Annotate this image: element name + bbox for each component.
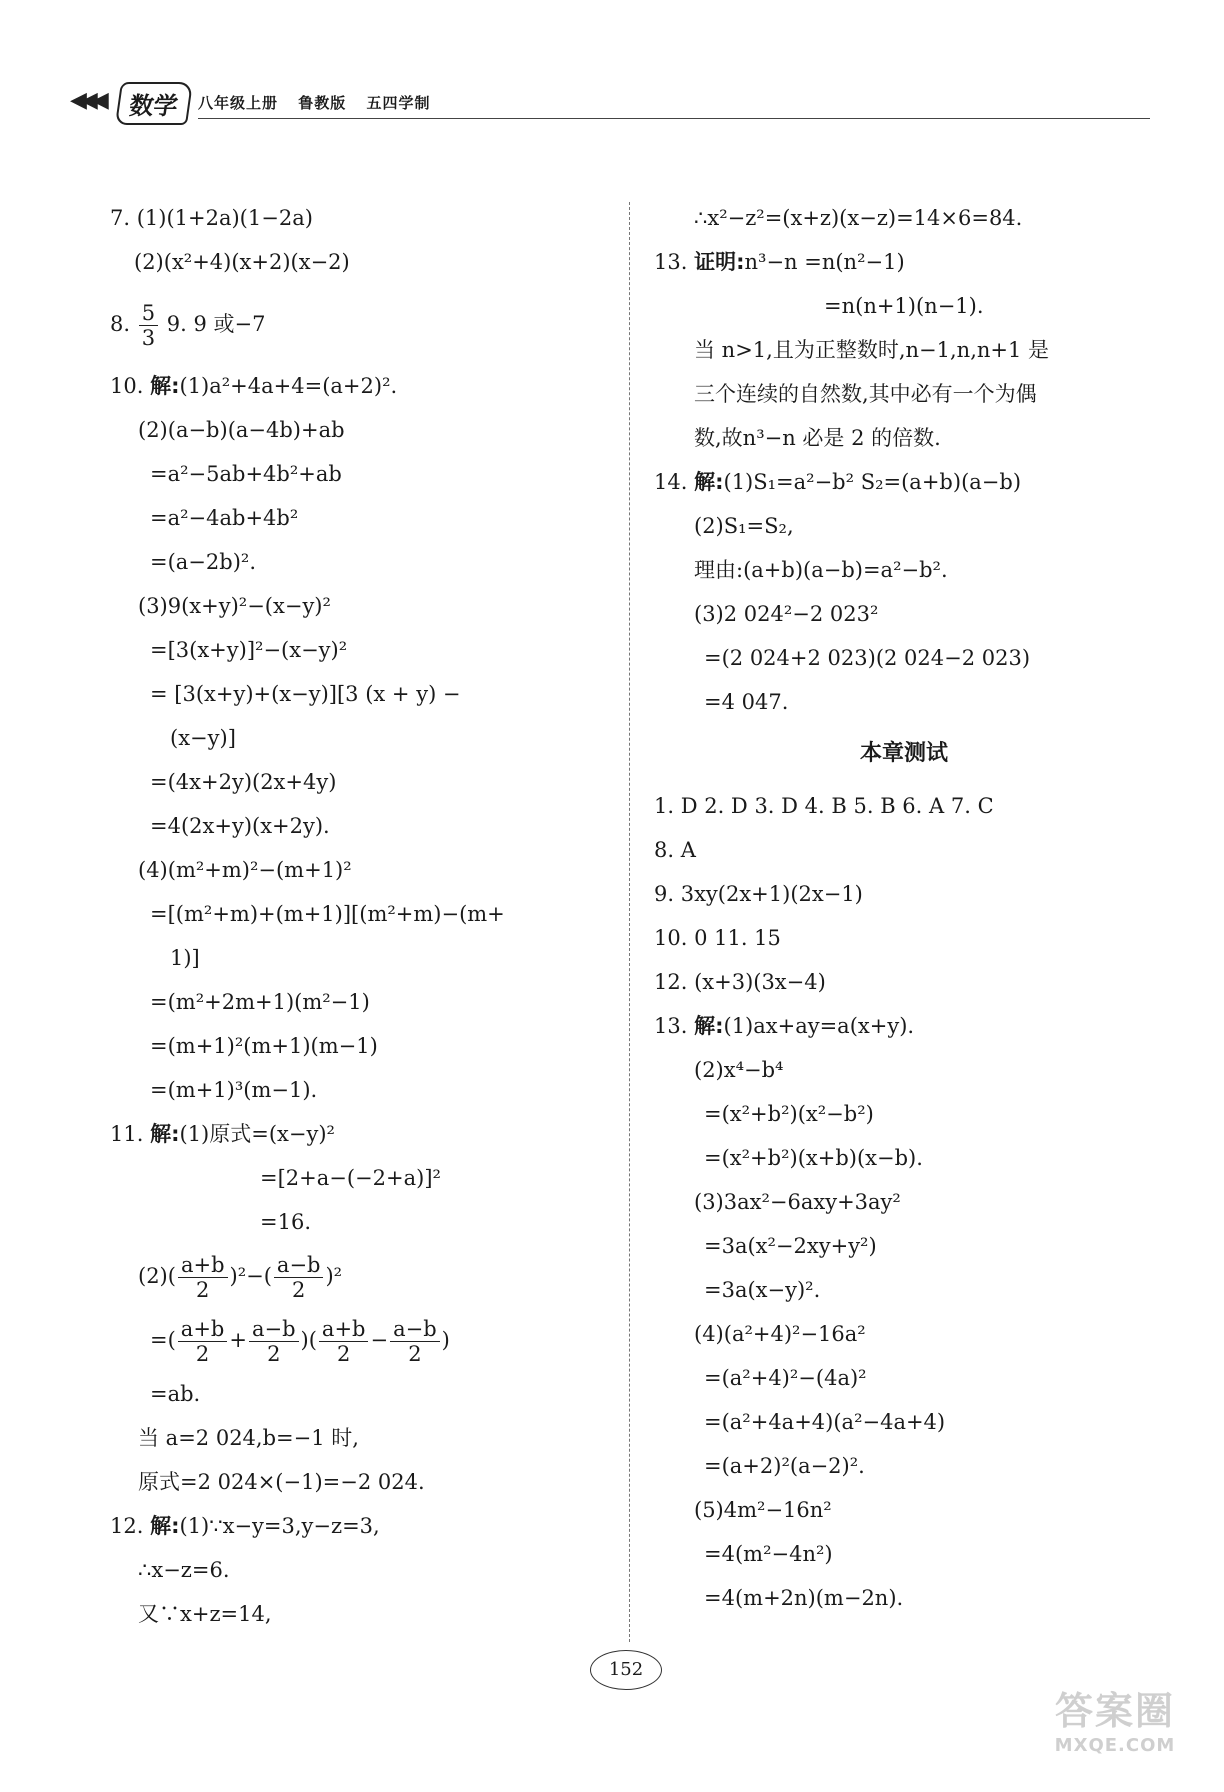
- answer-line: 8. $\frac{5}{3}$ 9. 9 或−7: [110, 300, 266, 350]
- answer-line: =4(m²−4n²): [704, 1542, 833, 1566]
- system-label: 五四学制: [366, 94, 431, 112]
- answer-line: (4)(a²+4)²−16a²: [694, 1322, 866, 1346]
- answer-line: 7. (1)(1+2a)(1−2a): [110, 206, 313, 230]
- answer-line: =(x²+b²)(x²−b²): [704, 1102, 874, 1126]
- answer-line: =a²−4ab+4b²: [150, 506, 299, 530]
- answer-line: =(m+1)³(m−1).: [150, 1078, 318, 1102]
- answer-line: =(x²+b²)(x+b)(x−b).: [704, 1146, 923, 1170]
- answer-line: 13. 证明:n³−n =n(n²−1): [654, 250, 905, 274]
- answer-line: ∴x²−z²=(x+z)(x−z)=14×6=84.: [694, 206, 1023, 230]
- watermark: [1040, 1680, 1190, 1756]
- column-divider: [629, 202, 630, 1642]
- fraction: $\frac{a+b}{2}$: [178, 1317, 228, 1366]
- answer-line: 10. 解:(1)a²+4a+4=(a+2)².: [110, 374, 398, 398]
- answer-line: 又∵x+z=14,: [138, 1602, 272, 1626]
- answer-line: 数,故n³−n 必是 2 的倍数.: [694, 426, 941, 450]
- answer-line: =(2 024+2 023)(2 024−2 023): [704, 646, 1031, 670]
- answer-line: 原式=2 024×(−1)=−2 024.: [138, 1470, 425, 1494]
- answer-line: =4(m+2n)(m−2n).: [704, 1586, 904, 1610]
- answer-line: 理由:(a+b)(a−b)=a²−b².: [694, 558, 948, 582]
- answer-line: =ab.: [150, 1382, 201, 1406]
- fraction: $\frac{5}{3}$: [139, 301, 158, 350]
- answer-line: =(a²+4a+4)(a²−4a+4): [704, 1410, 946, 1434]
- answer-line: 9. 3xy(2x+1)(2x−1): [654, 882, 863, 906]
- answer-line: =(4x+2y)(2x+4y): [150, 770, 337, 794]
- answer-line: 12. 解:(1)∵x−y=3,y−z=3,: [110, 1514, 380, 1538]
- section-title: 本章测试: [859, 741, 948, 766]
- page-number: 152: [590, 1650, 662, 1690]
- answer-line: =n(n+1)(n−1).: [824, 294, 984, 318]
- edition-label: 鲁教版: [298, 94, 347, 112]
- answer-line: 10. 0 11. 15: [654, 926, 781, 950]
- answer-line: =[(m²+m)+(m+1)][(m²+m)−(m+: [150, 902, 505, 926]
- arrow-bullets-icon: ◀◀◀: [70, 88, 103, 113]
- answer-line: 1)]: [170, 946, 200, 970]
- answer-line: =( $\frac{a+b}{2}$ + $\frac{a-b}{2}$ )( $\frac{a+b}{2}$ − $\frac{a-b}{2}$ ): [150, 1316, 450, 1366]
- answer-line: (x−y)]: [170, 726, 236, 750]
- answer-line: 14. 解:(1)S₁=a²−b² S₂=(a+b)(a−b): [654, 470, 1022, 494]
- answer-line: =16.: [260, 1210, 311, 1234]
- fraction: $\frac{a+b}{2}$: [178, 1253, 228, 1302]
- answer-line: (2)(x²+4)(x+2)(x−2): [134, 250, 350, 274]
- answer-line: (5)4m²−16n²: [694, 1498, 832, 1522]
- watermark-logo: 答案圈: [1054, 1689, 1175, 1733]
- answer-line: (2)(a−b)(a−4b)+ab: [138, 418, 345, 442]
- page-header: [70, 82, 1150, 122]
- grade-label: 八年级上册: [198, 94, 279, 112]
- answer-line: 12. (x+3)(3x−4): [654, 970, 826, 994]
- answer-line: 1. D 2. D 3. D 4. B 5. B 6. A 7. C: [654, 794, 994, 818]
- answer-line: =3a(x−y)².: [704, 1278, 821, 1302]
- answer-line: =[3(x+y)]²−(x−y)²: [150, 638, 348, 662]
- book-info: [198, 92, 445, 113]
- fraction: $\frac{a-b}{2}$: [390, 1317, 440, 1366]
- answer-line: =4(2x+y)(x+2y).: [150, 814, 330, 838]
- answer-line: = [3(x+y)+(x−y)][3 (x + y) −: [150, 682, 461, 706]
- fraction: $\frac{a-b}{2}$: [274, 1253, 324, 1302]
- subject-badge: 数学: [115, 82, 193, 125]
- answer-line: (3)2 024²−2 023²: [694, 602, 879, 626]
- answer-line: =a²−5ab+4b²+ab: [150, 462, 342, 486]
- answer-line: =[2+a−(−2+a)]²: [260, 1166, 441, 1190]
- fraction: $\frac{a+b}{2}$: [319, 1317, 369, 1366]
- answer-line: =(a+2)²(a−2)².: [704, 1454, 865, 1478]
- answer-line: =4 047.: [704, 690, 789, 714]
- answer-line: (3)9(x+y)²−(x−y)²: [138, 594, 331, 618]
- answer-line: 13. 解:(1)ax+ay=a(x+y).: [654, 1014, 915, 1038]
- answer-line: =(m²+2m+1)(m²−1): [150, 990, 370, 1014]
- fraction: $\frac{a-b}{2}$: [249, 1317, 299, 1366]
- answer-line: (4)(m²+m)²−(m+1)²: [138, 858, 352, 882]
- answer-line: 8. A: [654, 838, 696, 862]
- answer-line: 三个连续的自然数,其中必有一个为偶: [694, 382, 1037, 406]
- answer-line: (2)( $\frac{a+b}{2}$ )²−( $\frac{a-b}{2}$ )²: [138, 1252, 343, 1302]
- answer-line: 11. 解:(1)原式=(x−y)²: [110, 1122, 335, 1146]
- answer-line: =(a²+4)²−(4a)²: [704, 1366, 867, 1390]
- watermark-url: MXQE.COM: [1054, 1735, 1176, 1756]
- answer-line: =(a−2b)².: [150, 550, 256, 574]
- answer-line: (3)3ax²−6axy+3ay²: [694, 1190, 901, 1214]
- answer-line: 当 n>1,且为正整数时,n−1,n,n+1 是: [694, 338, 1050, 362]
- answer-line: (2)x⁴−b⁴: [694, 1058, 784, 1082]
- answer-line: =3a(x²−2xy+y²): [704, 1234, 877, 1258]
- answer-line: ∴x−z=6.: [138, 1558, 230, 1582]
- answer-line: 当 a=2 024,b=−1 时,: [138, 1426, 359, 1450]
- left-column: [110, 196, 610, 1636]
- answer-line: =(m+1)²(m+1)(m−1): [150, 1034, 378, 1058]
- answer-line: (2)S₁=S₂,: [694, 514, 794, 538]
- right-column: [654, 196, 1154, 1620]
- header-rule: [198, 118, 1150, 119]
